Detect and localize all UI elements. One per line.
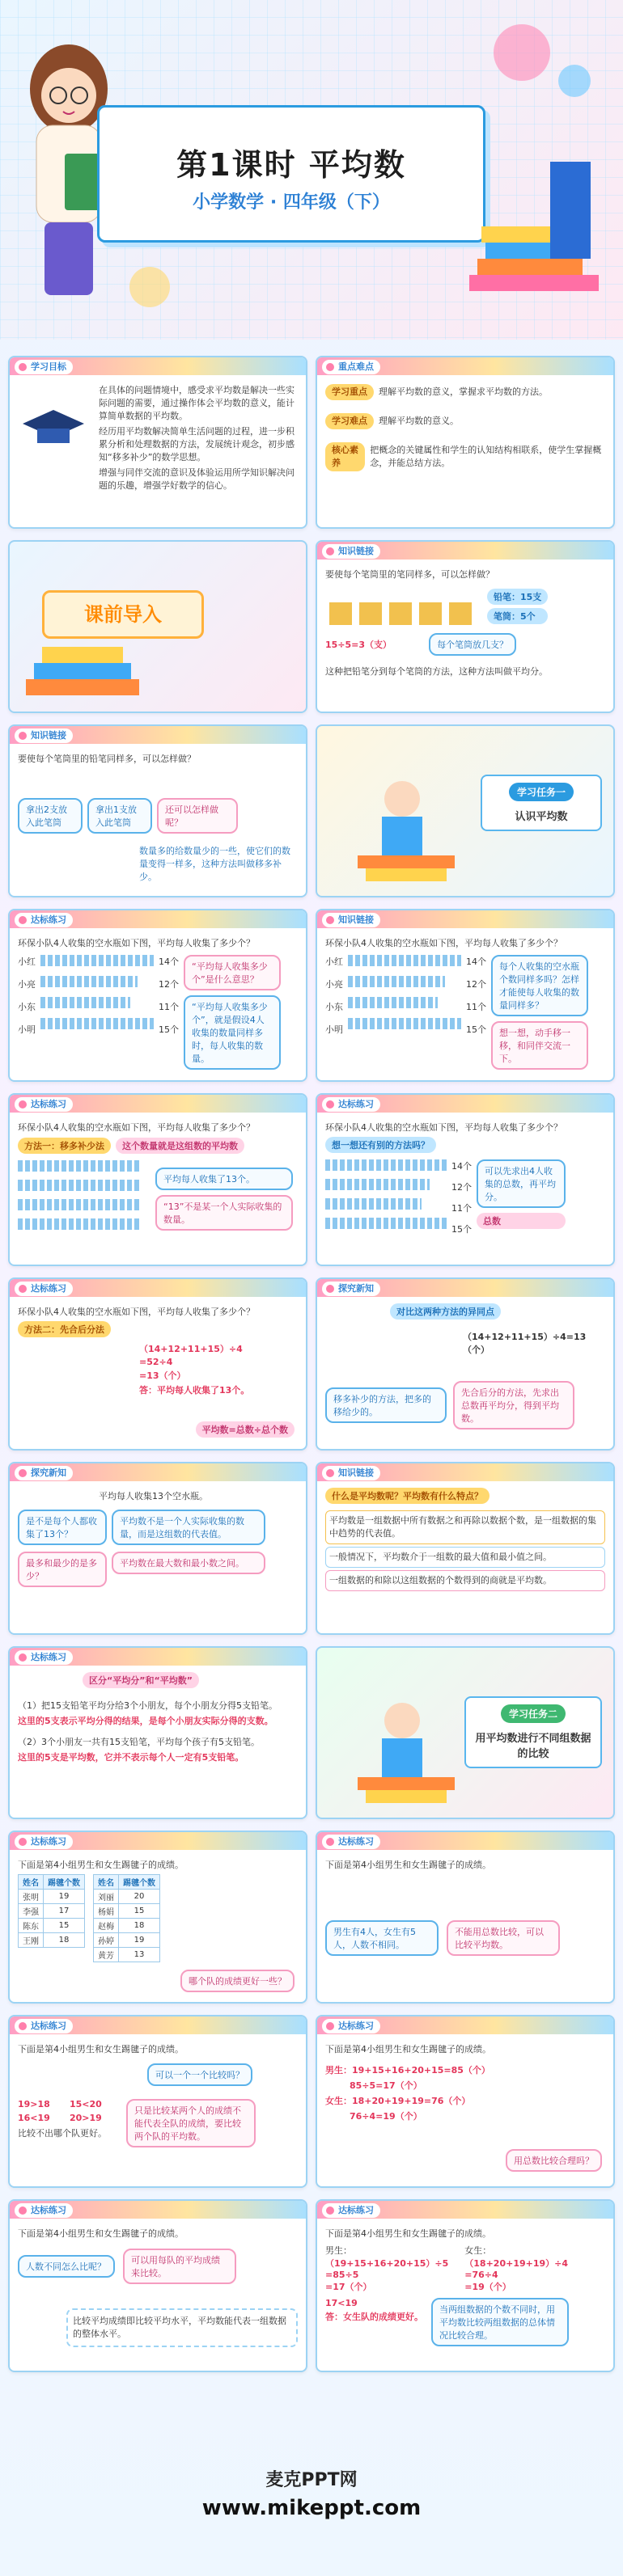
key-label: 核心素养 xyxy=(325,442,365,471)
student-reading-illustration xyxy=(341,766,463,888)
brand-name: 麦克PPT网 xyxy=(265,2470,358,2490)
count-cell: 13 xyxy=(119,1947,160,1962)
row-name: 小明 xyxy=(325,1024,343,1035)
count-cell: 19 xyxy=(119,1932,160,1947)
question-text: 下面是第4小组男生和女生踢毽子的成绩。 xyxy=(325,1860,491,1870)
student-reading-illustration xyxy=(341,1688,463,1810)
title-card xyxy=(97,105,485,243)
conclusion-bubble: 当两组数据的个数不同时，用平均数比较两组数据的总体情况比较合理。 xyxy=(431,2298,569,2346)
slide-method-one xyxy=(8,1093,307,1266)
compare-item: 16<19 xyxy=(18,2112,50,2123)
question-text: 下面是第4小组男生和女生踢毽子的成绩。 xyxy=(325,2044,491,2054)
slide-tag: 探究新知 xyxy=(15,1466,73,1480)
key-label: 学习重点 xyxy=(325,384,374,400)
slide-bottles-1 xyxy=(8,909,307,1082)
equation-line: 76÷4=19（个） xyxy=(350,2110,422,2122)
key-text: 理解平均数的意义。 xyxy=(379,415,459,426)
task-desc: 认识平均数 xyxy=(515,811,568,823)
equation-line: =85÷5 xyxy=(325,2269,359,2280)
slide-bottles-2 xyxy=(316,909,615,1082)
slide-tag: 达标练习 xyxy=(15,2019,73,2033)
bottle-rows xyxy=(40,955,154,1029)
question-text: 环保小队4人收集的空水瓶如下图，平均每人收集了多少个？ xyxy=(18,1307,255,1317)
deco-circle xyxy=(129,267,170,307)
note-text: 比较平均成绩即比较平均水平，平均数能代表一组数据的整体水平。 xyxy=(66,2308,298,2347)
count-cell: 18 xyxy=(119,1918,160,1932)
formula-text: 一组数据的和除以这组数据的个数得到的商就是平均数。 xyxy=(325,1570,605,1591)
slide-move-more-fill-less xyxy=(8,724,307,897)
row-name: 小明 xyxy=(18,1024,36,1035)
answer-bubble: “平均每人收集多少个”，就是假设4人收集的数量同样多时，每人收集的数量。 xyxy=(184,995,281,1070)
question-text: 环保小队4人收集的空水瓶如下图，平均每人收集了多少个？ xyxy=(325,938,562,948)
bottle-count: 14个 xyxy=(466,956,486,967)
answer-bubble: 平均数不是一个人实际收集的数量，而是这组数的代表值。 xyxy=(112,1510,265,1545)
question-text: 下面是第4小组男生和女生踢毽子的成绩。 xyxy=(325,2228,491,2239)
answer-bubble: 可以先求出4人收集的总数，再平均分。 xyxy=(477,1159,566,1208)
goal-item: 在具体的问题情境中，感受求平均数是解决一些实际问题的需要，通过操作体会平均数的意义，能计算简单数据的平均数。 xyxy=(99,385,295,421)
equation: 15÷5=3（支） xyxy=(325,639,392,650)
answer-text: 答：女生队的成绩更好。 xyxy=(325,2311,423,2322)
equation-line: （19+15+16+20+15）÷5 xyxy=(325,2257,449,2269)
slide-tag: 达标练习 xyxy=(15,2203,73,2218)
key-label: 学习难点 xyxy=(325,413,374,429)
question-bubble: “平均每人收集多少个”是什么意思？ xyxy=(184,955,281,990)
answer-bubble: 可以用每队的平均成绩来比较。 xyxy=(123,2249,236,2284)
key-text: 理解平均数的意义，掌握求平均数的方法。 xyxy=(379,386,548,397)
task-desc: 用平均数进行不同组数据的比较 xyxy=(475,1733,591,1760)
equalized-rows xyxy=(18,1160,139,1230)
question-text: 环保小队4人收集的空水瓶如下图，平均每人收集了多少个？ xyxy=(325,1122,562,1133)
question-bubble: 每个人收集的空水瓶个数同样多吗？怎样才能使每人收集的数量同样多？ xyxy=(491,955,588,1016)
slide-shuttlecock-3 xyxy=(8,2015,307,2188)
count-cell: 18 xyxy=(44,1932,85,1947)
row-name: 小红 xyxy=(325,956,343,967)
slide-intro xyxy=(8,540,307,713)
row-name: 小东 xyxy=(18,1001,36,1012)
row-name: 小亮 xyxy=(18,978,36,990)
bottle-count: 15个 xyxy=(466,1024,486,1035)
answer-text: 答：平均每人收集了13个。 xyxy=(139,1384,250,1396)
deco-circle xyxy=(494,24,550,81)
slide-tag: 达标练习 xyxy=(322,2019,380,2033)
name-cell: 杨娟 xyxy=(94,1903,119,1918)
hero-cover xyxy=(0,0,623,340)
step-bubble: 拿出1支放入此笔筒 xyxy=(87,798,152,834)
key-text: 把概念的关键属性和学生的认知结构相联系，使学生掌握概念，并能总结方法。 xyxy=(370,444,602,468)
bottle-count: 14个 xyxy=(159,956,179,967)
books-illustration xyxy=(469,146,607,307)
count-cell: 19 xyxy=(44,1889,85,1903)
books-illustration xyxy=(26,647,155,703)
pencil-count: 铅笔：15支 xyxy=(487,589,548,605)
slide-another-method xyxy=(316,1093,615,1266)
bottle-count: 15个 xyxy=(451,1223,472,1235)
slide-tag: 知识链接 xyxy=(322,1466,380,1480)
slide-tag: 达标练习 xyxy=(322,1835,380,1849)
question-bubble: 用总数比较合理吗？ xyxy=(506,2149,602,2172)
equation-line: =13（个） xyxy=(139,1370,186,1381)
equation: （14+12+11+15）÷4=13（个） xyxy=(463,1332,587,1355)
slide-task-two xyxy=(316,1646,615,1819)
note-text: 这种把铅笔分到每个笔筒的方法，这种方法叫做平均分。 xyxy=(325,665,548,677)
equation-line: =17（个） xyxy=(325,2281,372,2292)
conclusion-text: 比较不出哪个队更好。 xyxy=(18,2127,107,2139)
formula-tip: 平均数=总数÷总个数 xyxy=(196,1421,295,1438)
question-text: 环保小队4人收集的空水瓶如下图，平均每人收集了多少个？ xyxy=(18,938,255,948)
girls-table xyxy=(93,1874,160,1962)
name-cell: 黄芳 xyxy=(94,1947,119,1962)
col-header: 姓名 xyxy=(94,1874,119,1889)
name-cell: 孙婷 xyxy=(94,1932,119,1947)
equation-line: （14+12+11+15）÷4 xyxy=(139,1343,243,1354)
question-title: 什么是平均数呢？平均数有什么特点？ xyxy=(325,1488,490,1504)
page-subtitle: 小学数学 · 四年级（下） xyxy=(193,192,390,213)
note-bubble: “13”不是某一个人实际收集的数量。 xyxy=(155,1195,293,1231)
slide-tag: 知识链接 xyxy=(322,913,380,927)
explain-bubble: 只是比较某两个人的成绩不能代表全队的成绩，要比较两个队的平均数。 xyxy=(126,2099,256,2147)
question-bubble: 每个笔筒放几支？ xyxy=(429,633,516,656)
page-title: 第1课时 平均数 xyxy=(176,147,406,183)
slide-tag: 学习目标 xyxy=(15,360,73,374)
slide-tag: 达标练习 xyxy=(15,1835,73,1849)
question-text: 环保小队4人收集的空水瓶如下图，平均每人收集了多少个？ xyxy=(18,1122,255,1133)
slide-tag: 达标练习 xyxy=(322,1097,380,1112)
question-bubble: 是不是每个人都收集了13个？ xyxy=(18,1510,107,1545)
bottle-count: 12个 xyxy=(466,978,486,990)
slide-shuttlecock-2 xyxy=(316,1831,615,2004)
name-cell: 王刚 xyxy=(19,1932,44,1947)
method-label: 想一想还有别的方法吗？ xyxy=(325,1137,436,1153)
slide-learning-goals xyxy=(8,356,307,529)
brand-url[interactable]: www.mikeppt.com xyxy=(201,2496,422,2520)
task-title: 学习任务一 xyxy=(509,783,574,801)
equation-line: =52÷4 xyxy=(139,1356,173,1367)
slide-shuttlecock-4 xyxy=(316,2015,615,2188)
intro-banner: 课前导入 xyxy=(42,590,204,639)
slide-what-is-average xyxy=(316,1462,615,1635)
note-text: 数量多的给数量少的一些，使它们的数量变得一样多，这种方法叫做移多补少。 xyxy=(139,845,290,882)
question-text: 下面是第4小组男生和女生踢毽子的成绩。 xyxy=(18,2044,184,2054)
bottle-count: 14个 xyxy=(451,1160,472,1172)
goal-item: 经历用平均数解决简单生活问题的过程，进一步积累分析和处理数据的方法，发展统计观念，初步感知“移多补少”的数学思想。 xyxy=(99,425,295,462)
explain-line: 这里的5支是平均数，它并不表示每个人一定有5支铅笔。 xyxy=(18,1751,244,1763)
group-label: 女生： xyxy=(464,2244,492,2256)
method-label: 方法二：先合后分法 xyxy=(18,1321,111,1337)
col-header: 姓名 xyxy=(19,1874,44,1889)
col-header: 踢毽个数 xyxy=(119,1874,160,1889)
slide-distinguish xyxy=(8,1646,307,1819)
equation-line: 男生：19+15+16+20+15=85（个） xyxy=(325,2064,490,2076)
definition-text: 平均数是一组数据中所有数据之和再除以数据个数，是一组数据的集中趋势的代表值。 xyxy=(325,1510,605,1544)
slide-task-one xyxy=(316,724,615,897)
slide-tag: 达标练习 xyxy=(15,1282,73,1296)
count-cell: 15 xyxy=(119,1903,160,1918)
question-text: 要使每个笔筒里的笔同样多，可以怎样做？ xyxy=(325,569,494,580)
question-text: 下面是第4小组男生和女生踢毽子的成绩。 xyxy=(18,1860,184,1870)
row-name: 小东 xyxy=(325,1001,343,1012)
slide-key-points xyxy=(316,356,615,529)
question-bubble: 哪个队的成绩更好一些？ xyxy=(180,1970,295,1992)
name-cell: 赵梅 xyxy=(94,1918,119,1932)
name-cell: 张明 xyxy=(19,1889,44,1903)
name-cell: 陈东 xyxy=(19,1918,44,1932)
equation-line: 女生：18+20+19+19=76（个） xyxy=(325,2095,471,2106)
footer-watermark xyxy=(0,2466,623,2520)
question-text: 要使每个笔筒里的铅笔同样多，可以怎样做？ xyxy=(18,754,196,764)
equation-line: =76÷4 xyxy=(464,2269,498,2280)
task-card xyxy=(481,775,602,831)
bottle-count: 12个 xyxy=(451,1181,472,1193)
slide-tag: 达标练习 xyxy=(15,913,73,927)
row-name: 小亮 xyxy=(325,978,343,990)
name-cell: 李强 xyxy=(19,1903,44,1918)
compare-item: 20>19 xyxy=(70,2112,102,2123)
task-title: 学习任务二 xyxy=(501,1704,566,1723)
method-label: 方法一：移多补少法 xyxy=(18,1138,111,1154)
question-bubble: 可以一个一个比较吗？ xyxy=(147,2063,252,2086)
compare-result: 17<19 xyxy=(325,2297,358,2308)
equation-line: 85÷5=17（个） xyxy=(350,2080,422,2091)
hint-bubble: 想一想，动手移一移，和同伴交流一下。 xyxy=(491,1021,588,1070)
equation-line: （18+20+19+19）÷4 xyxy=(464,2257,569,2269)
question-text: 平均每人收集13个空水瓶。 xyxy=(99,1491,208,1501)
compare-item: 19>18 xyxy=(18,2098,50,2109)
explain-line: 这里的5支表示平均分得的结果，是每个小朋友实际分得的支数。 xyxy=(18,1715,273,1726)
slide-shuttlecock-1 xyxy=(8,1831,307,2004)
slide-tag: 重点难点 xyxy=(322,360,380,374)
method-bubble: 移多补少的方法，把多的移给少的。 xyxy=(325,1387,447,1423)
answer-bubble: 平均每人收集了13个。 xyxy=(155,1168,293,1190)
example-line: （2）3个小朋友一共有15支铅笔，平均每个孩子有5支铅笔。 xyxy=(18,1736,260,1747)
slide-tag: 达标练习 xyxy=(322,2203,380,2218)
distinguish-header: 区分“平均分”和“平均数” xyxy=(83,1672,199,1688)
group-label: 男生： xyxy=(325,2244,352,2256)
count-cell: 15 xyxy=(44,1918,85,1932)
bottle-count: 11个 xyxy=(466,1001,486,1012)
bottle-rows xyxy=(348,955,461,1029)
example-line: （1）把15支铅笔平均分给3个小朋友，每个小朋友分得5支铅笔。 xyxy=(18,1700,278,1711)
step-bubble: 拿出2支放入此笔筒 xyxy=(18,798,83,834)
col-header: 踢毽个数 xyxy=(44,1874,85,1889)
method-bubble: 先合后分的方法，先求出总数再平均分，得到平均数。 xyxy=(453,1381,574,1429)
slide-shuttlecock-6 xyxy=(316,2199,615,2372)
slide-compare-methods xyxy=(316,1277,615,1451)
cup-count: 笔筒：5个 xyxy=(487,608,548,624)
observation-bubble: 男生有4人，女生有5人，人数不相同。 xyxy=(325,1920,439,1956)
hint-bubble: 还可以怎样做呢？ xyxy=(157,798,238,834)
answer-bubble: 平均数在最大数和最小数之间。 xyxy=(112,1552,265,1574)
bottle-count: 15个 xyxy=(159,1024,179,1035)
bottle-count: 11个 xyxy=(451,1202,472,1214)
question-bubble: 人数不同怎么比呢？ xyxy=(18,2255,115,2278)
bottle-count: 12个 xyxy=(159,978,179,990)
question-text: 下面是第4小组男生和女生踢毽子的成绩。 xyxy=(18,2228,184,2239)
slide-explore-average xyxy=(8,1462,307,1635)
name-cell: 刘丽 xyxy=(94,1889,119,1903)
slide-method-two xyxy=(8,1277,307,1451)
slide-tag: 达标练习 xyxy=(15,1097,73,1112)
slide-pencil-share xyxy=(316,540,615,713)
question-bubble: 最多和最少的是多少？ xyxy=(18,1552,107,1587)
equation-line: =19（个） xyxy=(464,2281,511,2292)
feature-text: 一般情况下，平均数介于一组数的最大值和最小值之间。 xyxy=(325,1547,605,1568)
task-card xyxy=(464,1696,602,1768)
pencil-cups-illustration xyxy=(325,586,479,627)
method-note: 这个数量就是这组数的平均数 xyxy=(116,1138,244,1154)
goal-item: 增强与同伴交流的意识及体验运用所学知识解决问题的乐趣，增强学好数学的信心。 xyxy=(99,467,295,491)
row-name: 小红 xyxy=(18,956,36,967)
compare-header: 对比这两种方法的异同点 xyxy=(390,1303,501,1320)
slide-shuttlecock-5 xyxy=(8,2199,307,2372)
bottle-rows xyxy=(325,1159,447,1229)
total-label: 总数 xyxy=(477,1213,566,1229)
count-cell: 17 xyxy=(44,1903,85,1918)
compare-item: 15<20 xyxy=(70,2098,102,2109)
graduation-cap-icon xyxy=(21,406,86,454)
slide-tag: 知识链接 xyxy=(322,544,380,559)
slide-tag: 探究新知 xyxy=(322,1282,380,1296)
count-cell: 20 xyxy=(119,1889,160,1903)
bottle-count: 11个 xyxy=(159,1001,179,1012)
slide-tag: 知识链接 xyxy=(15,728,73,743)
slide-tag: 达标练习 xyxy=(15,1650,73,1665)
boys-table xyxy=(18,1874,85,1948)
slides-grid xyxy=(0,356,623,2372)
deco-circle xyxy=(558,65,591,97)
suggestion-bubble: 不能用总数比较，可以比较平均数。 xyxy=(447,1920,560,1956)
